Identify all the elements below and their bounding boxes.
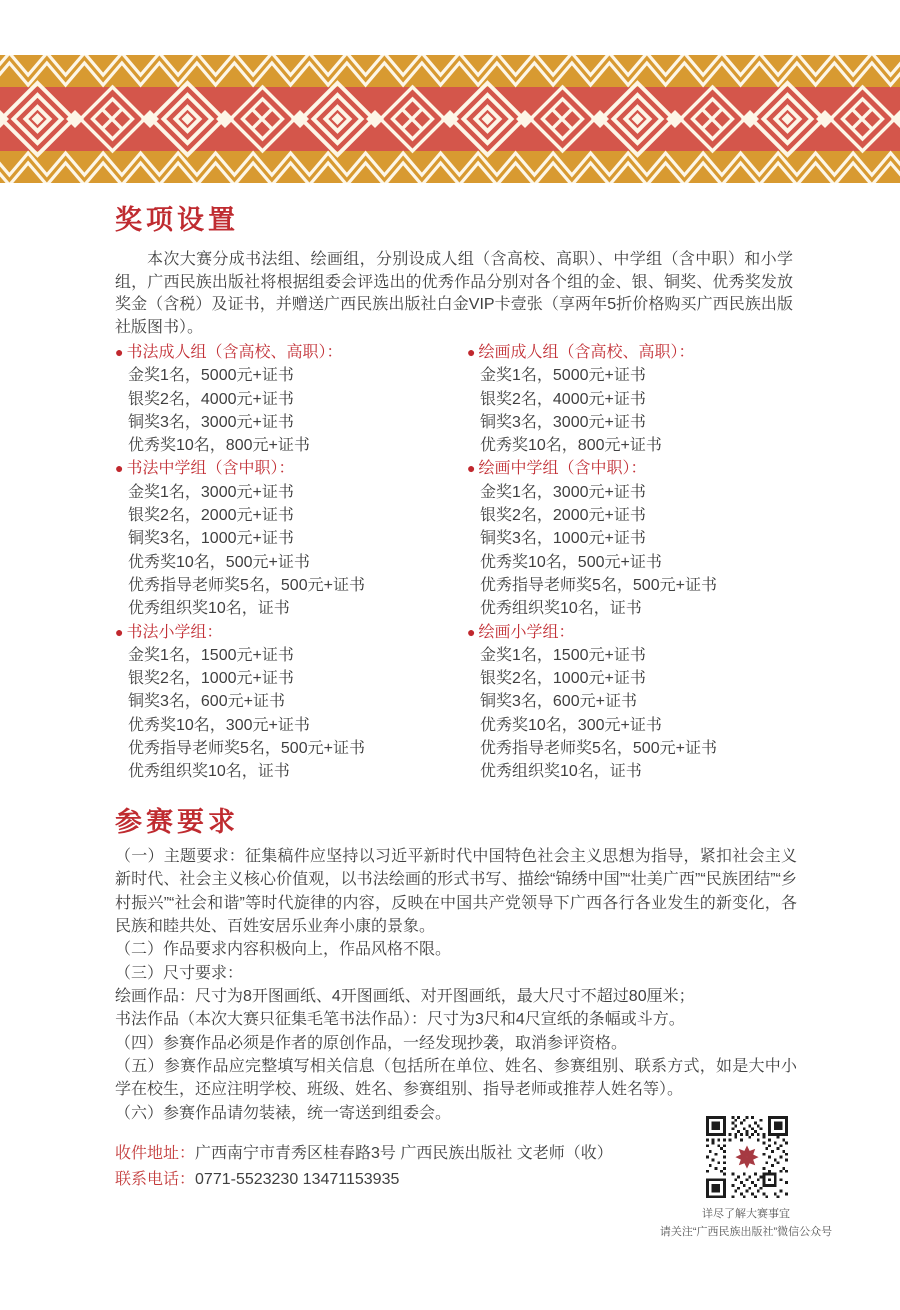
award-item: 铜奖3名，600元+证书 bbox=[480, 693, 637, 711]
award-group-heading-label: 书法成人组（含高校、高职）： bbox=[126, 344, 343, 361]
qr-captions bbox=[646, 1205, 846, 1241]
award-item: 金奖1名，5000元+证书 bbox=[480, 367, 646, 385]
award-item: 银奖2名，2000元+证书 bbox=[128, 507, 294, 525]
award-item: 优秀奖10名，800元+证书 bbox=[128, 437, 310, 455]
award-item: 银奖2名，4000元+证书 bbox=[128, 390, 294, 408]
award-item: 银奖2名，1000元+证书 bbox=[128, 670, 294, 688]
award-group-items bbox=[467, 481, 802, 621]
award-item: 优秀奖10名，500元+证书 bbox=[128, 553, 310, 571]
award-group-heading bbox=[115, 621, 467, 644]
award-group bbox=[467, 621, 802, 784]
address-label: 收件地址： bbox=[115, 1145, 196, 1162]
award-item: 铜奖3名，3000元+证书 bbox=[128, 413, 294, 431]
contact-block bbox=[115, 1141, 613, 1193]
award-group bbox=[115, 621, 467, 784]
phone-label: 联系电话： bbox=[115, 1171, 196, 1188]
requirements-body bbox=[115, 845, 797, 1125]
award-group bbox=[467, 341, 802, 457]
requirements-paragraph: （五）参赛作品应完整填写相关信息（包括所在单位、姓名、参赛组别、联系方式，如是大中小学在校生，还应注明学校、班级、姓名、参赛组别、指导老师或推荐人姓名等）。 bbox=[115, 1058, 797, 1099]
award-item: 优秀组织奖10名，证书 bbox=[128, 600, 290, 618]
bullet-icon: ● bbox=[115, 460, 124, 477]
qr-caption-line1: 详尽了解大赛事宜 bbox=[702, 1208, 790, 1220]
award-group-heading bbox=[467, 341, 802, 364]
bullet-icon: ● bbox=[115, 344, 124, 360]
award-item: 铜奖3名，600元+证书 bbox=[128, 693, 285, 711]
award-group-heading bbox=[467, 621, 802, 644]
qr-block bbox=[706, 1116, 788, 1201]
requirements-paragraph: 绘画作品：尺寸为8开图画纸、4开图画纸、对开图画纸，最大尺寸不超过80厘米； bbox=[115, 988, 695, 1006]
award-group-heading-label: 绘画小学组： bbox=[478, 623, 575, 641]
award-group bbox=[115, 457, 467, 620]
phone-value: 0771-5523230 13471153935 bbox=[195, 1171, 400, 1188]
awards-column-painting bbox=[467, 341, 802, 784]
award-group-heading-label: 绘画成人组（含高校、高职）： bbox=[478, 344, 695, 361]
bullet-icon: ● bbox=[115, 623, 124, 640]
qr-caption-line2: 请关注“广西民族出版社”微信公众号 bbox=[659, 1226, 833, 1238]
qr-code bbox=[706, 1116, 788, 1201]
award-group-items bbox=[115, 481, 467, 621]
awards-intro-paragraph: 本次大赛分成书法组、绘画组，分别设成人组（含高校、高职）、中学组（含中职）和小学组，广西民族出版社将根据组委会评选出的优秀作品分别对各个组的金、银、铜奖、优秀奖发放奖金（含税）及证书，并赠送广西民族出版社白金VIP卡壹张（享两年5折价格购买广西民族出版社版图书）。 bbox=[115, 251, 793, 336]
award-item: 金奖1名，1500元+证书 bbox=[128, 646, 294, 664]
award-item: 优秀指导老师奖5名，500元+证书 bbox=[480, 740, 717, 758]
address-value: 广西南宁市青秀区桂春路3号 广西民族出版社 文老师（收） bbox=[195, 1145, 613, 1162]
awards-columns bbox=[115, 341, 802, 784]
bullet-icon: ● bbox=[467, 344, 476, 360]
brocade-banner bbox=[0, 55, 900, 183]
award-group-heading bbox=[115, 457, 467, 480]
requirements-paragraph: （四）参赛作品必须是作者的原创作品，一经发现抄袭，取消参评资格。 bbox=[115, 1034, 628, 1052]
award-item: 金奖1名，3000元+证书 bbox=[128, 483, 294, 501]
requirements-paragraph: （三）尺寸要求： bbox=[115, 964, 244, 982]
award-group bbox=[467, 457, 802, 620]
award-group-items bbox=[115, 644, 467, 784]
address-line bbox=[115, 1141, 613, 1167]
award-item: 优秀组织奖10名，证书 bbox=[128, 763, 290, 781]
award-group-heading bbox=[115, 341, 467, 364]
award-group-heading-label: 绘画中学组（含中职）： bbox=[478, 460, 647, 478]
award-group-heading-label: 书法小学组： bbox=[126, 623, 223, 641]
award-group-items bbox=[115, 364, 467, 457]
phone-line bbox=[115, 1167, 613, 1193]
award-item: 优秀组织奖10名，证书 bbox=[480, 600, 642, 618]
requirements-section-title: 参赛要求 bbox=[115, 807, 239, 837]
award-item: 铜奖3名，1000元+证书 bbox=[480, 530, 646, 548]
requirements-paragraph: （一）主题要求：征集稿件应坚持以习近平新时代中国特色社会主义思想为指导，紧扣社会主义新时代、社会主义核心价值观，以书法绘画的形式书写、描绘“锦绣中国”“壮美广西”“民族团结”“乡村振兴”“社会和谐”等时代旋律的内容，反映在中国共产党领导下广西各行各业发生的新变化，各民族和睦共处、百姓安居乐业奔小康的景象。 bbox=[115, 848, 797, 936]
bullet-icon: ● bbox=[467, 460, 476, 477]
award-group bbox=[115, 341, 467, 457]
award-group-heading-label: 书法中学组（含中职）： bbox=[126, 460, 295, 478]
requirements-paragraph: （二）作品要求内容积极向上，作品风格不限。 bbox=[115, 941, 452, 959]
award-item: 银奖2名，4000元+证书 bbox=[480, 390, 646, 408]
awards-column-calligraphy bbox=[115, 341, 467, 784]
award-group-items bbox=[467, 364, 802, 457]
award-item: 优秀奖10名，800元+证书 bbox=[480, 437, 662, 455]
requirements-paragraph: 书法作品（本次大赛只征集毛笔书法作品）：尺寸为3尺和4尺宣纸的条幅或斗方。 bbox=[115, 1011, 685, 1029]
award-item: 优秀指导老师奖5名，500元+证书 bbox=[128, 576, 365, 594]
award-item: 优秀指导老师奖5名，500元+证书 bbox=[128, 740, 365, 758]
award-item: 金奖1名，5000元+证书 bbox=[128, 367, 294, 385]
requirements-paragraph: （六）参赛作品请勿装裱，统一寄送到组委会。 bbox=[115, 1104, 452, 1122]
award-item: 优秀奖10名，300元+证书 bbox=[480, 716, 662, 734]
award-item: 优秀组织奖10名，证书 bbox=[480, 763, 642, 781]
award-group-heading bbox=[467, 457, 802, 480]
award-item: 银奖2名，2000元+证书 bbox=[480, 507, 646, 525]
award-item: 铜奖3名，3000元+证书 bbox=[480, 413, 646, 431]
bullet-icon: ● bbox=[467, 623, 476, 640]
awards-section-title: 奖项设置 bbox=[115, 205, 239, 235]
award-item: 金奖1名，3000元+证书 bbox=[480, 483, 646, 501]
award-item: 优秀奖10名，500元+证书 bbox=[480, 553, 662, 571]
award-item: 优秀奖10名，300元+证书 bbox=[128, 716, 310, 734]
award-item: 铜奖3名，1000元+证书 bbox=[128, 530, 294, 548]
award-item: 金奖1名，1500元+证书 bbox=[480, 646, 646, 664]
award-item: 银奖2名，1000元+证书 bbox=[480, 670, 646, 688]
award-item: 优秀指导老师奖5名，500元+证书 bbox=[480, 576, 717, 594]
award-group-items bbox=[467, 644, 802, 784]
